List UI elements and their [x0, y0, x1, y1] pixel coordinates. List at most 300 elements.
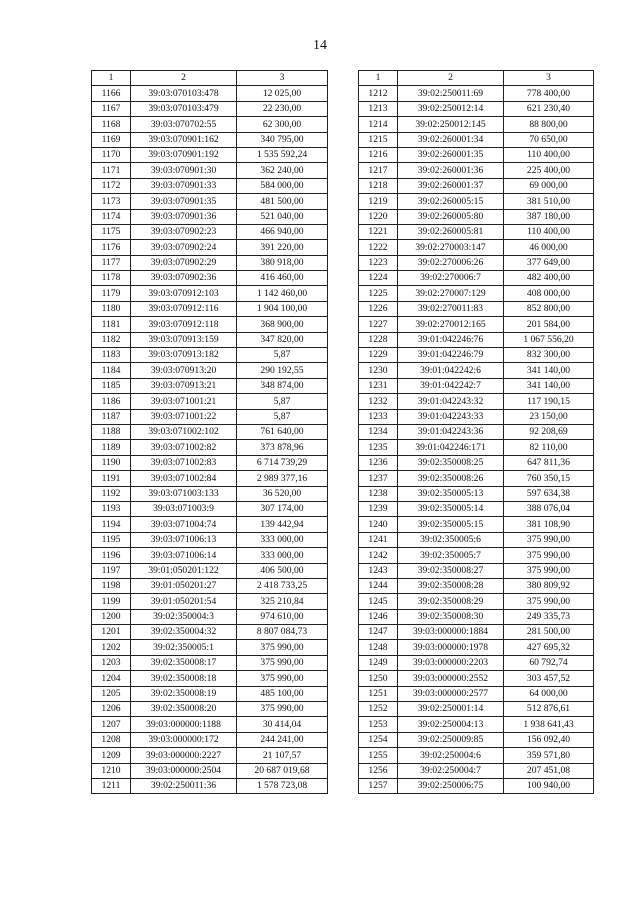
value-cell: 760 350,15: [504, 471, 594, 486]
value-cell: 60 792,74: [504, 655, 594, 670]
cadastral-number-cell: 39:02:250012:145: [398, 117, 504, 132]
value-cell: 406 500,00: [237, 563, 328, 578]
value-cell: 387 180,00: [504, 209, 594, 224]
value-cell: 303 457,52: [504, 671, 594, 686]
value-cell: 512 876,61: [504, 702, 594, 717]
row-number-cell: 1246: [359, 609, 398, 624]
table-row: [92, 455, 328, 470]
cadastral-number-cell: 39:02:350005:7: [398, 548, 504, 563]
table-row: [359, 702, 594, 717]
row-number-cell: 1240: [359, 517, 398, 532]
cadastral-number-cell: 39:03:070902:23: [131, 224, 237, 239]
value-cell: 1 904 100,00: [237, 301, 328, 316]
cadastral-number-cell: 39:03:000000:2203: [398, 655, 504, 670]
row-number-cell: 1218: [359, 178, 398, 193]
table-row: [92, 748, 328, 763]
table-row: [92, 409, 328, 424]
row-number-cell: 1207: [92, 717, 131, 732]
row-number-cell: 1244: [359, 578, 398, 593]
table-row: [92, 686, 328, 701]
table-row: [359, 486, 594, 501]
table-row: [92, 301, 328, 316]
value-cell: 373 878,96: [237, 440, 328, 455]
row-number-cell: 1198: [92, 578, 131, 593]
value-cell: 416 460,00: [237, 271, 328, 286]
table-row: [92, 702, 328, 717]
row-number-cell: 1253: [359, 717, 398, 732]
cadastral-number-cell: 39:02:270006:7: [398, 271, 504, 286]
table-row: [92, 363, 328, 378]
row-number-cell: 1167: [92, 101, 131, 116]
cadastral-number-cell: 39:03:070912:118: [131, 317, 237, 332]
right-table: [358, 70, 594, 794]
cadastral-number-cell: 39:03:070103:479: [131, 101, 237, 116]
value-cell: 466 940,00: [237, 224, 328, 239]
value-cell: 156 092,40: [504, 732, 594, 747]
value-cell: 427 695,32: [504, 640, 594, 655]
value-cell: 584 000,00: [237, 178, 328, 193]
table-row: [92, 224, 328, 239]
row-number-cell: 1180: [92, 301, 131, 316]
row-number-cell: 1234: [359, 424, 398, 439]
table-row: [359, 147, 594, 162]
table-row: [92, 194, 328, 209]
cadastral-number-cell: 39:02:250004:6: [398, 748, 504, 763]
cadastral-number-cell: 39:01:050201:27: [131, 578, 237, 593]
cadastral-number-cell: 39:03:070901:30: [131, 163, 237, 178]
cadastral-number-cell: 39:03:071002:83: [131, 455, 237, 470]
row-number-cell: 1230: [359, 363, 398, 378]
row-number-cell: 1225: [359, 286, 398, 301]
value-cell: 521 040,00: [237, 209, 328, 224]
row-number-cell: 1178: [92, 271, 131, 286]
value-cell: 974 610,00: [237, 609, 328, 624]
table-row: [359, 271, 594, 286]
value-cell: 92 208,69: [504, 424, 594, 439]
table-row: [359, 763, 594, 778]
table-row: [92, 501, 328, 516]
row-number-cell: 1231: [359, 378, 398, 393]
value-cell: 485 100,00: [237, 686, 328, 701]
table-row: [359, 409, 594, 424]
table-row: [359, 732, 594, 747]
table-row: [92, 163, 328, 178]
cadastral-number-cell: 39:03:070912:116: [131, 301, 237, 316]
value-cell: 5,87: [237, 394, 328, 409]
row-number-cell: 1243: [359, 563, 398, 578]
row-number-cell: 1242: [359, 548, 398, 563]
cadastral-number-cell: 39:03:070901:192: [131, 147, 237, 162]
value-cell: 1 578 723,08: [237, 778, 328, 793]
table-row: [359, 101, 594, 116]
value-cell: 117 190,15: [504, 394, 594, 409]
table-row: [92, 655, 328, 670]
row-number-cell: 1214: [359, 117, 398, 132]
cadastral-number-cell: 39:02:350008:25: [398, 455, 504, 470]
value-cell: 22 230,00: [237, 101, 328, 116]
value-cell: 375 990,00: [504, 548, 594, 563]
cadastral-number-cell: 39:02:350008:28: [398, 578, 504, 593]
row-number-cell: 1174: [92, 209, 131, 224]
table-row: [359, 717, 594, 732]
table-row: [359, 440, 594, 455]
cadastral-number-cell: 39:03:071003:133: [131, 486, 237, 501]
row-number-cell: 1221: [359, 224, 398, 239]
row-number-cell: 1237: [359, 471, 398, 486]
cadastral-number-cell: 39:02:350004:32: [131, 625, 237, 640]
value-cell: 70 650,00: [504, 132, 594, 147]
cadastral-number-cell: 39:03:000000:2552: [398, 671, 504, 686]
cadastral-number-cell: 39:03:000000:2227: [131, 748, 237, 763]
table-row: [92, 625, 328, 640]
row-number-cell: 1194: [92, 517, 131, 532]
row-number-cell: 1235: [359, 440, 398, 455]
table-row: [92, 286, 328, 301]
row-number-cell: 1206: [92, 702, 131, 717]
value-cell: 391 220,00: [237, 240, 328, 255]
value-cell: 100 940,00: [504, 778, 594, 793]
row-number-cell: 1168: [92, 117, 131, 132]
table-row: [92, 147, 328, 162]
row-number-cell: 1210: [92, 763, 131, 778]
value-cell: 5,87: [237, 409, 328, 424]
row-number-cell: 1201: [92, 625, 131, 640]
value-cell: 20 687 019,68: [237, 763, 328, 778]
table-row: [92, 532, 328, 547]
cadastral-number-cell: 39:03:000000:172: [131, 732, 237, 747]
cadastral-number-cell: 39:01:042246:79: [398, 348, 504, 363]
column-header: 2: [131, 71, 237, 86]
cadastral-number-cell: 39:03:070901:36: [131, 209, 237, 224]
cadastral-number-cell: 39:02:250011:36: [131, 778, 237, 793]
table-row: [92, 563, 328, 578]
cadastral-number-cell: 39:02:350008:17: [131, 655, 237, 670]
table-row: [359, 748, 594, 763]
value-cell: 36 520,00: [237, 486, 328, 501]
row-number-cell: 1186: [92, 394, 131, 409]
row-number-cell: 1205: [92, 686, 131, 701]
table-row: [359, 286, 594, 301]
row-number-cell: 1169: [92, 132, 131, 147]
value-cell: 64 000,00: [504, 686, 594, 701]
cadastral-number-cell: 39:02:350008:29: [398, 594, 504, 609]
value-cell: 88 800,00: [504, 117, 594, 132]
value-cell: 5,87: [237, 348, 328, 363]
value-cell: 46 000,00: [504, 240, 594, 255]
value-cell: 225 400,00: [504, 163, 594, 178]
cadastral-number-cell: 39:03:000000:1884: [398, 625, 504, 640]
cadastral-number-cell: 39:03:071002:82: [131, 440, 237, 455]
column-header: 2: [398, 71, 504, 86]
row-number-cell: 1208: [92, 732, 131, 747]
row-number-cell: 1250: [359, 671, 398, 686]
value-cell: 377 649,00: [504, 255, 594, 270]
row-number-cell: 1172: [92, 178, 131, 193]
value-cell: 307 174,00: [237, 501, 328, 516]
value-cell: 12 025,00: [237, 86, 328, 101]
cadastral-number-cell: 39:03:070912:103: [131, 286, 237, 301]
cadastral-number-cell: 39:02:260005:80: [398, 209, 504, 224]
cadastral-number-cell: 39:03:071002:102: [131, 424, 237, 439]
cadastral-number-cell: 39:02:270011:83: [398, 301, 504, 316]
value-cell: 380 809,92: [504, 578, 594, 593]
table-row: [92, 178, 328, 193]
cadastral-number-cell: 39:02:250001:14: [398, 702, 504, 717]
value-cell: 23 150,00: [504, 409, 594, 424]
row-number-cell: 1220: [359, 209, 398, 224]
value-cell: 761 640,00: [237, 424, 328, 439]
table-row: [92, 548, 328, 563]
value-cell: 341 140,00: [504, 378, 594, 393]
value-cell: 380 918,00: [237, 255, 328, 270]
cadastral-number-cell: 39:02:350005:6: [398, 532, 504, 547]
table-row: [359, 224, 594, 239]
value-cell: 375 990,00: [504, 594, 594, 609]
table-row: [359, 163, 594, 178]
cadastral-number-cell: 39:01:042246:171: [398, 440, 504, 455]
cadastral-number-cell: 39:03:070913:21: [131, 378, 237, 393]
table-row: [92, 348, 328, 363]
cadastral-number-cell: 39:03:071002:84: [131, 471, 237, 486]
table-row: [359, 778, 594, 793]
value-cell: 381 108,90: [504, 517, 594, 532]
table-row: [359, 594, 594, 609]
left-table: [91, 70, 328, 794]
cadastral-number-cell: 39:02:350005:13: [398, 486, 504, 501]
table-row: [359, 671, 594, 686]
value-cell: 290 192,55: [237, 363, 328, 378]
cadastral-number-cell: 39:03:070901:35: [131, 194, 237, 209]
row-number-cell: 1173: [92, 194, 131, 209]
value-cell: 1 938 641,43: [504, 717, 594, 732]
row-number-cell: 1226: [359, 301, 398, 316]
table-row: [359, 363, 594, 378]
cadastral-number-cell: 39:03:070902:36: [131, 271, 237, 286]
value-cell: 1 142 460,00: [237, 286, 328, 301]
table-row: [92, 378, 328, 393]
table-row: [359, 86, 594, 101]
value-cell: 375 990,00: [237, 655, 328, 670]
value-cell: 381 510,00: [504, 194, 594, 209]
cadastral-number-cell: 39:03:070913:159: [131, 332, 237, 347]
cadastral-number-cell: 39:02:250006:75: [398, 778, 504, 793]
table-row: [359, 317, 594, 332]
cadastral-number-cell: 39:01:050201:54: [131, 594, 237, 609]
table-row: [359, 332, 594, 347]
row-number-cell: 1193: [92, 501, 131, 516]
table-row: [359, 563, 594, 578]
cadastral-number-cell: 39:02:350008:19: [131, 686, 237, 701]
table-row: [359, 394, 594, 409]
value-cell: 375 990,00: [504, 563, 594, 578]
table-row: [359, 609, 594, 624]
table-row: [92, 332, 328, 347]
row-number-cell: 1216: [359, 147, 398, 162]
cadastral-number-cell: 39:02:270003:147: [398, 240, 504, 255]
value-cell: 359 571,80: [504, 748, 594, 763]
value-cell: 82 110,00: [504, 440, 594, 455]
row-number-cell: 1213: [359, 101, 398, 116]
table-row: [359, 301, 594, 316]
value-cell: 201 584,00: [504, 317, 594, 332]
value-cell: 110 400,00: [504, 147, 594, 162]
cadastral-number-cell: 39:01:042242:6: [398, 363, 504, 378]
cadastral-number-cell: 39:02:260005:81: [398, 224, 504, 239]
row-number-cell: 1175: [92, 224, 131, 239]
row-number-cell: 1254: [359, 732, 398, 747]
table-row: [359, 625, 594, 640]
row-number-cell: 1223: [359, 255, 398, 270]
cadastral-number-cell: 39:03:070902:24: [131, 240, 237, 255]
row-number-cell: 1229: [359, 348, 398, 363]
value-cell: 340 795,00: [237, 132, 328, 147]
value-cell: 408 000,00: [504, 286, 594, 301]
row-number-cell: 1217: [359, 163, 398, 178]
table-row: [359, 655, 594, 670]
value-cell: 481 500,00: [237, 194, 328, 209]
row-number-cell: 1247: [359, 625, 398, 640]
row-number-cell: 1203: [92, 655, 131, 670]
cadastral-number-cell: 39:02:260001:36: [398, 163, 504, 178]
value-cell: 207 451,08: [504, 763, 594, 778]
row-number-cell: 1204: [92, 671, 131, 686]
row-number-cell: 1182: [92, 332, 131, 347]
value-cell: 375 990,00: [237, 702, 328, 717]
cadastral-number-cell: 39:03:000000:1188: [131, 717, 237, 732]
table-row: [92, 394, 328, 409]
table-row: [92, 424, 328, 439]
table-row: [359, 348, 594, 363]
column-header: 1: [92, 71, 131, 86]
cadastral-number-cell: 39:03:070103:478: [131, 86, 237, 101]
value-cell: 341 140,00: [504, 363, 594, 378]
value-cell: 333 000,00: [237, 548, 328, 563]
cadastral-number-cell: 39:02:350005:15: [398, 517, 504, 532]
table-row: [359, 640, 594, 655]
table-row: [92, 117, 328, 132]
table-row: [92, 609, 328, 624]
row-number-cell: 1184: [92, 363, 131, 378]
value-cell: 30 414,04: [237, 717, 328, 732]
cadastral-number-cell: 39:01:042242:7: [398, 378, 504, 393]
row-number-cell: 1256: [359, 763, 398, 778]
value-cell: 110 400,00: [504, 224, 594, 239]
row-number-cell: 1245: [359, 594, 398, 609]
row-number-cell: 1190: [92, 455, 131, 470]
cadastral-number-cell: 39:03:000000:1978: [398, 640, 504, 655]
row-number-cell: 1209: [92, 748, 131, 763]
table-row: [92, 255, 328, 270]
cadastral-number-cell: 39:02:350005:14: [398, 501, 504, 516]
cadastral-number-cell: 39:02:270007:129: [398, 286, 504, 301]
table-row: [92, 209, 328, 224]
table-row: [92, 778, 328, 793]
cadastral-number-cell: 39:03:070901:33: [131, 178, 237, 193]
table-row: [92, 640, 328, 655]
table-row: [92, 486, 328, 501]
column-header: 3: [237, 71, 328, 86]
table-row: [359, 132, 594, 147]
row-number-cell: 1189: [92, 440, 131, 455]
table-row: [359, 378, 594, 393]
table-row: [359, 455, 594, 470]
row-number-cell: 1196: [92, 548, 131, 563]
value-cell: 348 874,00: [237, 378, 328, 393]
table-row: [359, 532, 594, 547]
table-row: [92, 594, 328, 609]
table-row: [359, 686, 594, 701]
cadastral-number-cell: 39:03:070913:182: [131, 348, 237, 363]
row-number-cell: 1183: [92, 348, 131, 363]
table-row: [92, 763, 328, 778]
left-table-body: [92, 71, 328, 794]
cadastral-number-cell: 39:03:070902:29: [131, 255, 237, 270]
value-cell: 647 811,36: [504, 455, 594, 470]
cadastral-number-cell: 39:02:250011:69: [398, 86, 504, 101]
row-number-cell: 1241: [359, 532, 398, 547]
table-row: [92, 517, 328, 532]
table-row: [359, 578, 594, 593]
value-cell: 375 990,00: [237, 640, 328, 655]
value-cell: 333 000,00: [237, 532, 328, 547]
table-row: [359, 240, 594, 255]
cadastral-number-cell: 39:02:350008:30: [398, 609, 504, 624]
value-cell: 362 240,00: [237, 163, 328, 178]
value-cell: 244 241,00: [237, 732, 328, 747]
value-cell: 8 807 084,73: [237, 625, 328, 640]
value-cell: 778 400,00: [504, 86, 594, 101]
table-row: [92, 671, 328, 686]
row-number-cell: 1192: [92, 486, 131, 501]
value-cell: 482 400,00: [504, 271, 594, 286]
cadastral-number-cell: 39:03:000000:2504: [131, 763, 237, 778]
cadastral-number-cell: 39:02:250004:7: [398, 763, 504, 778]
table-row: [92, 101, 328, 116]
row-number-cell: 1202: [92, 640, 131, 655]
row-number-cell: 1219: [359, 194, 398, 209]
row-number-cell: 1224: [359, 271, 398, 286]
value-cell: 6 714 739,29: [237, 455, 328, 470]
value-cell: 832 300,00: [504, 348, 594, 363]
row-number-cell: 1171: [92, 163, 131, 178]
value-cell: 375 990,00: [237, 671, 328, 686]
row-number-cell: 1228: [359, 332, 398, 347]
table-row: [92, 240, 328, 255]
table-row: [92, 717, 328, 732]
row-number-cell: 1222: [359, 240, 398, 255]
cadastral-number-cell: 39:02:270012:165: [398, 317, 504, 332]
row-number-cell: 1211: [92, 778, 131, 793]
value-cell: 139 442,94: [237, 517, 328, 532]
column-header: 3: [504, 71, 594, 86]
table-row: [359, 548, 594, 563]
cadastral-number-cell: 39:02:260001:35: [398, 147, 504, 162]
cadastral-number-cell: 39:01:042243:32: [398, 394, 504, 409]
row-number-cell: 1179: [92, 286, 131, 301]
table-row: [359, 194, 594, 209]
row-number-cell: 1166: [92, 86, 131, 101]
cadastral-number-cell: 39:01:042243:33: [398, 409, 504, 424]
row-number-cell: 1197: [92, 563, 131, 578]
value-cell: 375 990,00: [504, 532, 594, 547]
cadastral-number-cell: 39:02:270006:26: [398, 255, 504, 270]
row-number-cell: 1199: [92, 594, 131, 609]
row-number-cell: 1187: [92, 409, 131, 424]
row-number-cell: 1233: [359, 409, 398, 424]
row-number-cell: 1212: [359, 86, 398, 101]
cadastral-number-cell: 39:03:071003:9: [131, 501, 237, 516]
table-row: [92, 440, 328, 455]
